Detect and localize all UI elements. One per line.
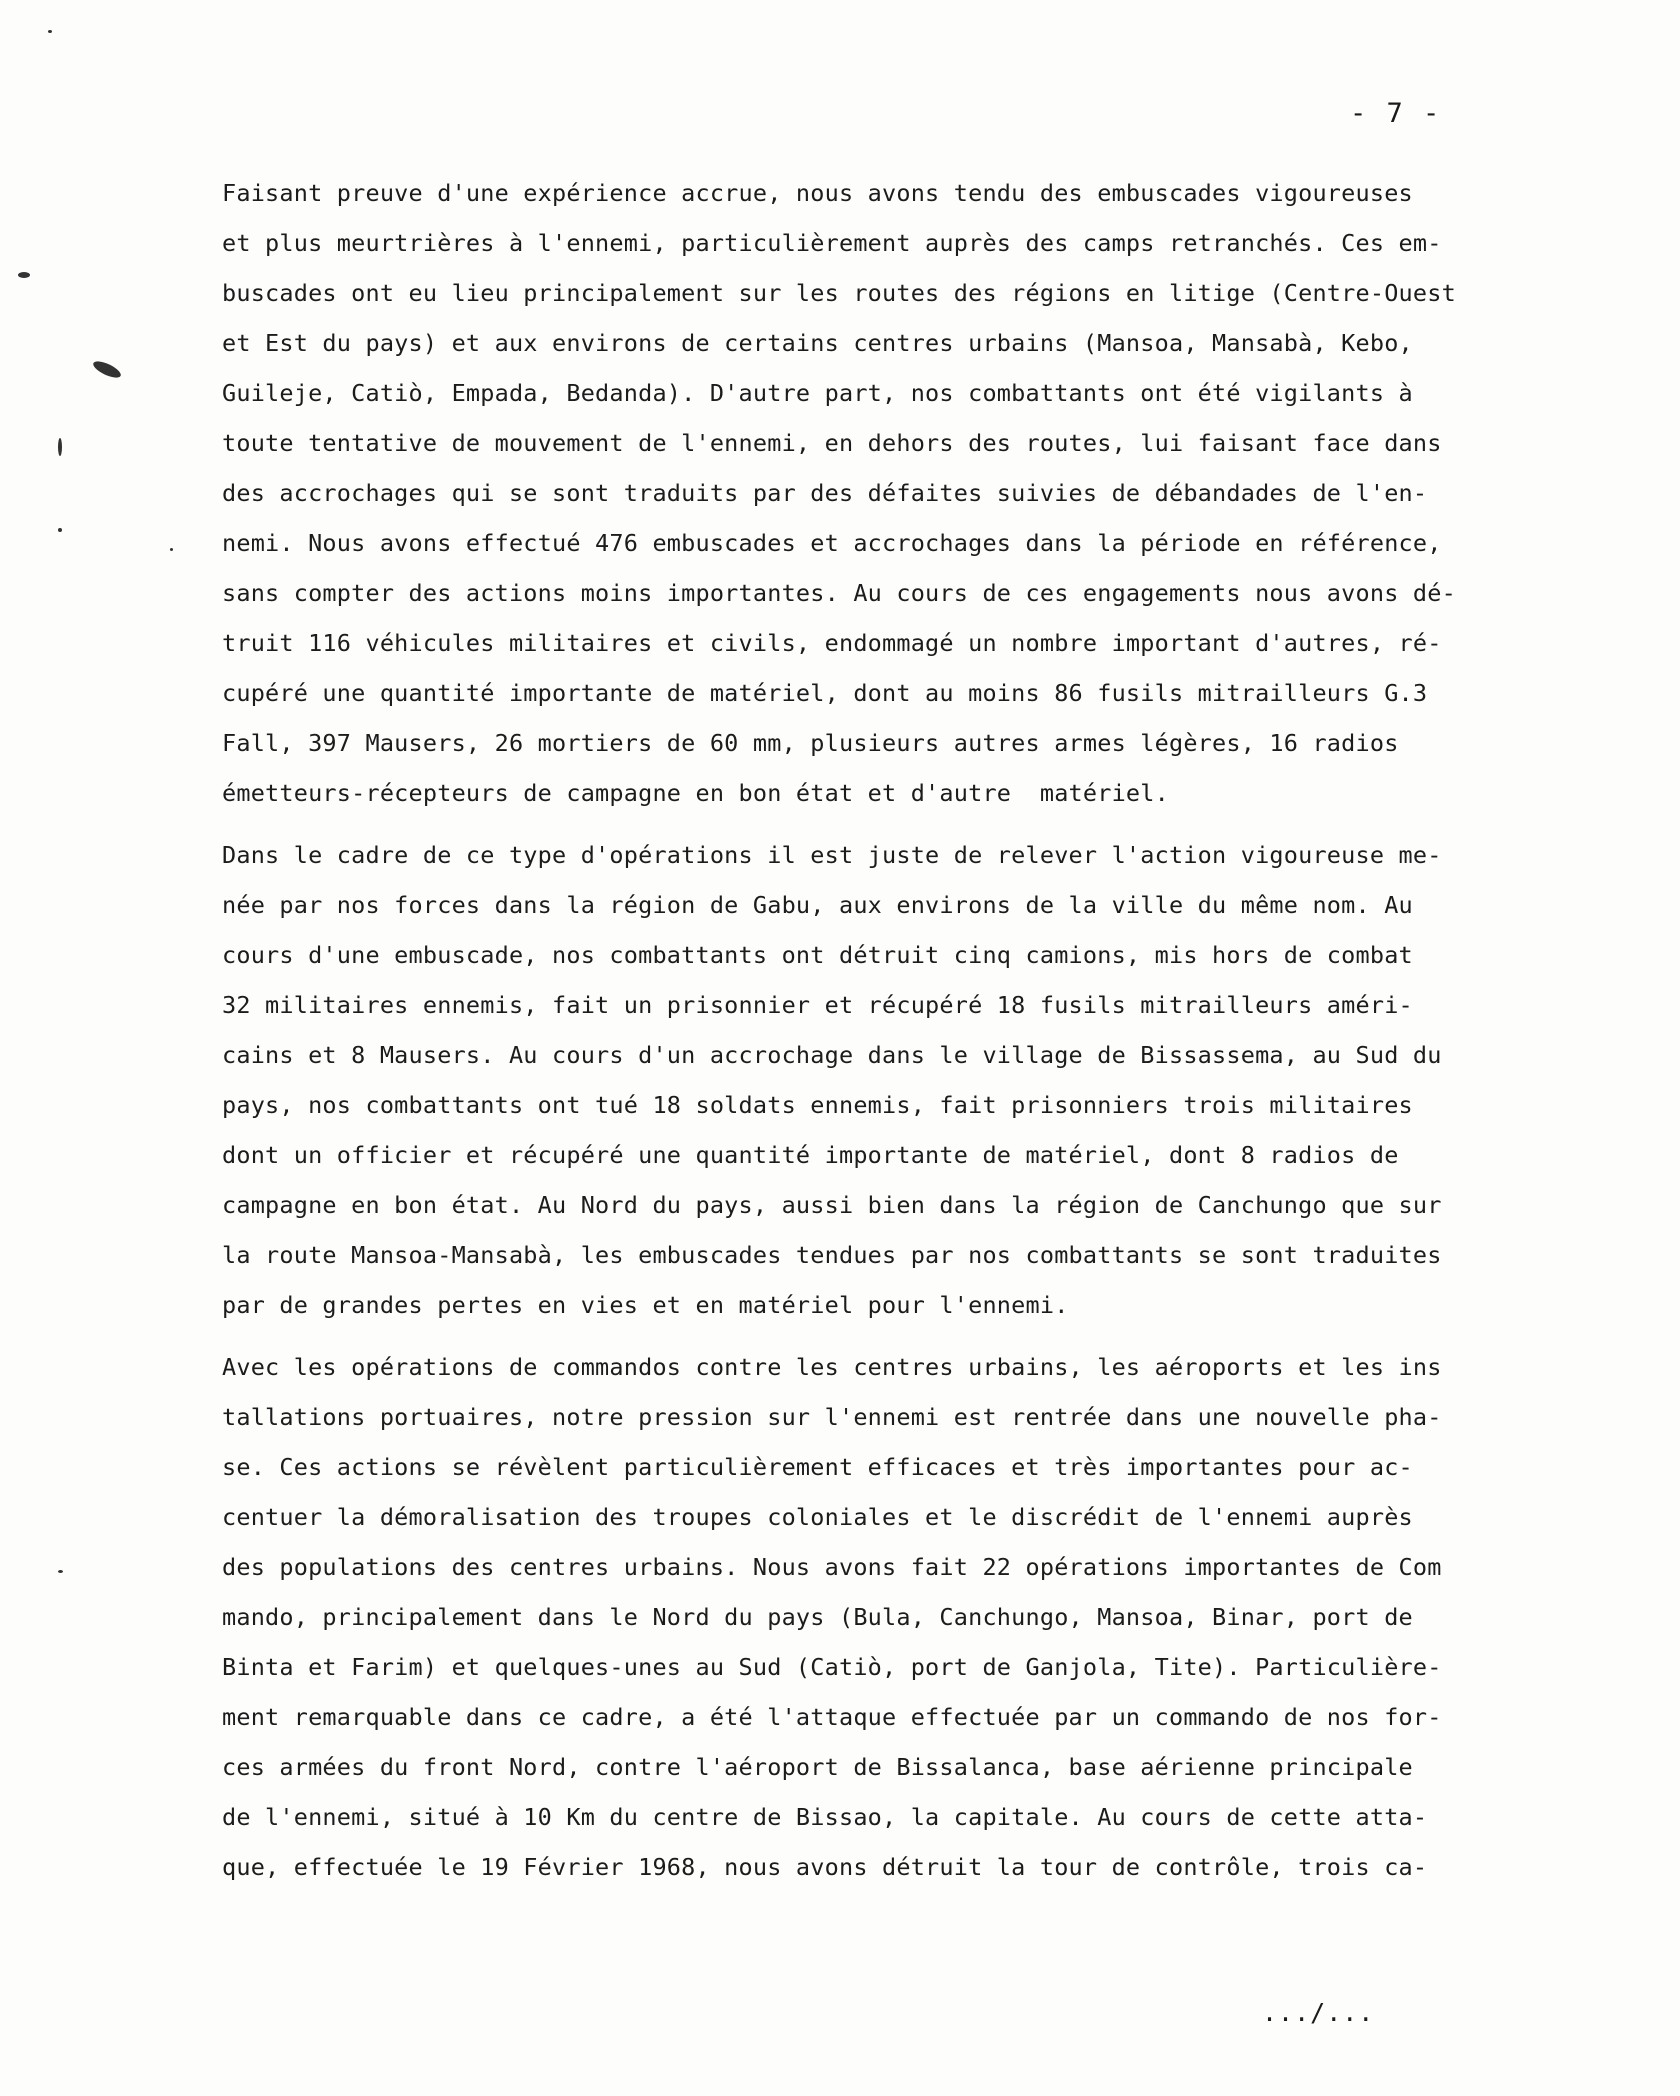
scan-speck — [58, 438, 62, 456]
text-line: Avec les opérations de commandos contre les centres urbains, les aéroports et les ins — [222, 1353, 1442, 1381]
scan-speck — [58, 1570, 63, 1573]
text-line: des accrochages qui se sont traduits par des défaites suivies de débandades de l'en- — [222, 479, 1428, 507]
scan-speck — [91, 358, 123, 381]
text-line: par de grandes pertes en vies et en matériel pour l'ennemi. — [222, 1291, 1069, 1319]
paragraph-commando-operations — [222, 1342, 1622, 1892]
text-line: truit 116 véhicules militaires et civils, endommagé un nombre important d'autres, ré- — [222, 629, 1442, 657]
text-line: cains et 8 Mausers. Au cours d'un accrochage dans le village de Bissassema, au Sud du — [222, 1041, 1442, 1069]
body-text — [222, 168, 1622, 1904]
text-line: et Est du pays) et aux environs de certains centres urbains (Mansoa, Mansabà, Kebo, — [222, 329, 1413, 357]
text-line: centuer la démoralisation des troupes coloniales et le discrédit de l'ennemi auprès — [222, 1503, 1413, 1531]
scan-speck — [170, 548, 173, 551]
text-line: Fall, 397 Mausers, 26 mortiers de 60 mm, plusieurs autres armes légères, 16 radios — [222, 729, 1399, 757]
paragraph-ambushes — [222, 168, 1622, 818]
text-line: des populations des centres urbains. Nous avons fait 22 opérations importantes de Com — [222, 1553, 1442, 1581]
scan-speck — [48, 30, 52, 33]
text-line: née par nos forces dans la région de Gabu, aux environs de la ville du même nom. Au — [222, 891, 1413, 919]
text-line: pays, nos combattants ont tué 18 soldats ennemis, fait prisonniers trois militaires — [222, 1091, 1413, 1119]
text-line: que, effectuée le 19 Février 1968, nous avons détruit la tour de contrôle, trois ca- — [222, 1853, 1428, 1881]
text-line: buscades ont eu lieu principalement sur les routes des régions en litige (Centre-Ouest — [222, 279, 1456, 307]
text-line: 32 militaires ennemis, fait un prisonnier et récupéré 18 fusils mitrailleurs améri- — [222, 991, 1413, 1019]
page-number: - 7 - — [1350, 98, 1442, 129]
text-line: et plus meurtrières à l'ennemi, particulièrement auprès des camps retranchés. Ces em- — [222, 229, 1442, 257]
text-line: la route Mansoa-Mansabà, les embuscades tendues par nos combattants se sont traduites — [222, 1241, 1442, 1269]
text-line: nemi. Nous avons effectué 476 embuscades et accrochages dans la période en référence, — [222, 529, 1442, 557]
text-line: de l'ennemi, situé à 10 Km du centre de Bissao, la capitale. Au cours de cette atta- — [222, 1803, 1428, 1831]
text-line: Binta et Farim) et quelques-unes au Sud (Catiò, port de Ganjola, Tite). Particulière- — [222, 1653, 1442, 1681]
text-line: Guileje, Catiò, Empada, Bedanda). D'autre part, nos combattants ont été vigilants à — [222, 379, 1413, 407]
text-line: se. Ces actions se révèlent particulièrement efficaces et très importantes pour ac- — [222, 1453, 1413, 1481]
continuation-mark: .../... — [1262, 1998, 1375, 2027]
text-line: Dans le cadre de ce type d'opérations il est juste de relever l'action vigoureuse me- — [222, 841, 1442, 869]
text-line: campagne en bon état. Au Nord du pays, aussi bien dans la région de Canchungo que sur — [222, 1191, 1442, 1219]
text-line: tallations portuaires, notre pression sur l'ennemi est rentrée dans une nouvelle pha- — [222, 1403, 1442, 1431]
text-line: mando, principalement dans le Nord du pays (Bula, Canchungo, Mansoa, Binar, port de — [222, 1603, 1413, 1631]
text-line: Faisant preuve d'une expérience accrue, nous avons tendu des embuscades vigoureuses — [222, 179, 1413, 207]
scan-speck — [18, 272, 30, 278]
text-line: émetteurs-récepteurs de campagne en bon état et d'autre matériel. — [222, 779, 1169, 807]
paragraph-gabu-region — [222, 830, 1622, 1330]
scan-speck — [58, 528, 62, 532]
text-line: toute tentative de mouvement de l'ennemi, en dehors des routes, lui faisant face dans — [222, 429, 1442, 457]
text-line: cupéré une quantité importante de matériel, dont au moins 86 fusils mitrailleurs G.3 — [222, 679, 1428, 707]
text-line: ment remarquable dans ce cadre, a été l'attaque effectuée par un commando de nos for- — [222, 1703, 1442, 1731]
text-line: dont un officier et récupéré une quantité importante de matériel, dont 8 radios de — [222, 1141, 1399, 1169]
text-line: sans compter des actions moins importantes. Au cours de ces engagements nous avons dé- — [222, 579, 1456, 607]
text-line: ces armées du front Nord, contre l'aéroport de Bissalanca, base aérienne principale — [222, 1753, 1413, 1781]
text-line: cours d'une embuscade, nos combattants ont détruit cinq camions, mis hors de combat — [222, 941, 1413, 969]
